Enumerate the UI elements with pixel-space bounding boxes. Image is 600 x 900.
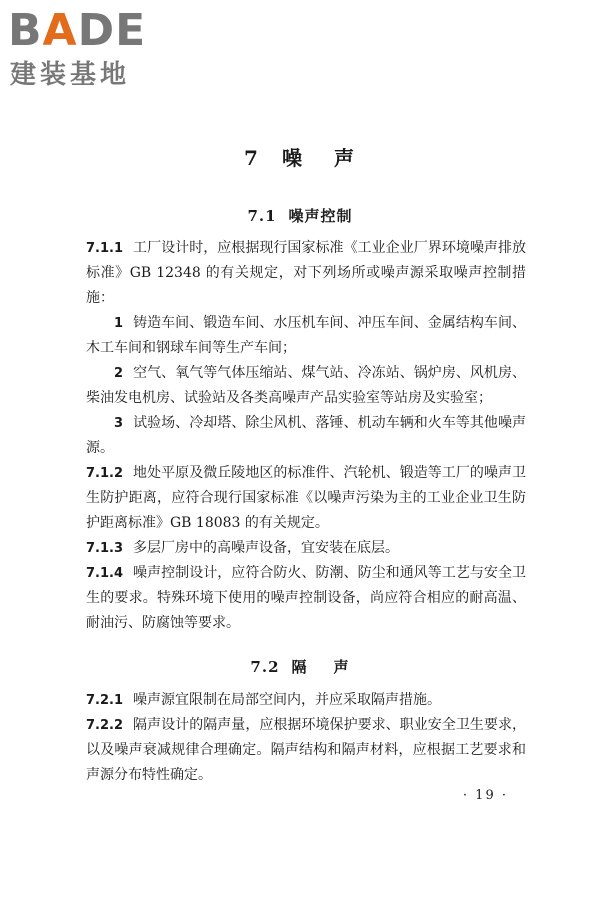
clause-number: 7.1.2: [86, 466, 124, 481]
bade-logo: [8, 6, 178, 96]
list-item-2: [86, 361, 526, 411]
logo-subtitle: 建装基地: [10, 60, 131, 90]
clause-text: 噪声控制设计，应符合防火、防潮、防尘和通风等工艺与安全卫生的要求。特殊环境下使用的噪声控制设备，尚应符合相应的耐高温、耐油污、防腐蚀等要求。: [86, 565, 526, 631]
clause-number: 7.1.1: [86, 241, 124, 256]
logo-letter-b: B: [8, 5, 43, 56]
section-number: 7.1: [247, 207, 277, 225]
section-title-part1: 隔: [291, 658, 308, 676]
clause-text: 工厂设计时，应根据现行国家标准《工业企业厂界环境噪声排放标准》GB 12348 的有关规定，对下列场所或噪声源采取噪声控制措施：: [86, 240, 526, 306]
section-title-part2: 声: [333, 658, 350, 676]
chapter-title-part2: 声: [333, 146, 356, 170]
section-number: 7.2: [250, 658, 280, 676]
item-text: 试验场、冷却塔、除尘风机、落锤、机动车辆和火车等其他噪声源。: [86, 415, 526, 456]
item-number: 2: [114, 366, 124, 381]
item-text: 空气、氧气等气体压缩站、煤气站、冷冻站、锅炉房、风机房、柴油发电机房、试验站及各类高噪声产品实验室等站房及实验室；: [86, 365, 526, 406]
clause-number: 7.2.2: [86, 718, 124, 733]
clause-number: 7.1.3: [86, 541, 124, 556]
item-text: 铸造车间、锻造车间、水压机车间、冲压车间、金属结构车间、木工车间和钢球车间等生产车间；: [86, 315, 526, 356]
section-7-1-body: [86, 236, 526, 636]
item-number: 1: [114, 316, 124, 331]
clause-number: 7.2.1: [86, 693, 124, 708]
chapter-title: [0, 142, 600, 171]
clause-7-1-2: [86, 461, 526, 536]
logo-wordmark: [8, 6, 146, 56]
chapter-title-part1: 噪: [281, 146, 304, 170]
chapter-number: 7: [244, 146, 260, 170]
section-title-7-2: [0, 656, 600, 677]
list-item-1: [86, 311, 526, 361]
clause-7-2-1: [86, 688, 526, 713]
clause-7-1-1: [86, 236, 526, 311]
clause-text: 地处平原及微丘陵地区的标准件、汽轮机、锻造等工厂的噪声卫生防护距离，应符合现行国家标准《以噪声污染为主的工业企业卫生防护距离标准》GB 18083 的有关规定。: [86, 465, 526, 531]
clause-text: 多层厂房中的高噪声设备，宜安装在底层。: [133, 540, 400, 556]
clause-7-1-3: [86, 536, 526, 561]
list-item-3: [86, 411, 526, 461]
page-number: · 19 ·: [462, 788, 508, 803]
clause-text: 噪声源宜限制在局部空间内，并应采取隔声措施。: [133, 692, 442, 708]
clause-text: 隔声设计的隔声量，应根据环境保护要求、职业安全卫生要求，以及噪声衰减规律合理确定。隔声结构和隔声材料，应根据工艺要求和声源分布特性确定。: [86, 717, 526, 783]
item-number: 3: [114, 416, 124, 431]
clause-7-1-4: [86, 561, 526, 636]
clause-7-2-2: [86, 713, 526, 788]
section-title-text: 噪声控制: [288, 207, 353, 225]
section-title-7-1: [0, 205, 600, 226]
clause-number: 7.1.4: [86, 566, 124, 581]
section-7-2-body: [86, 688, 526, 788]
logo-letters-de: DE: [77, 5, 147, 56]
logo-letter-a: A: [42, 5, 78, 56]
